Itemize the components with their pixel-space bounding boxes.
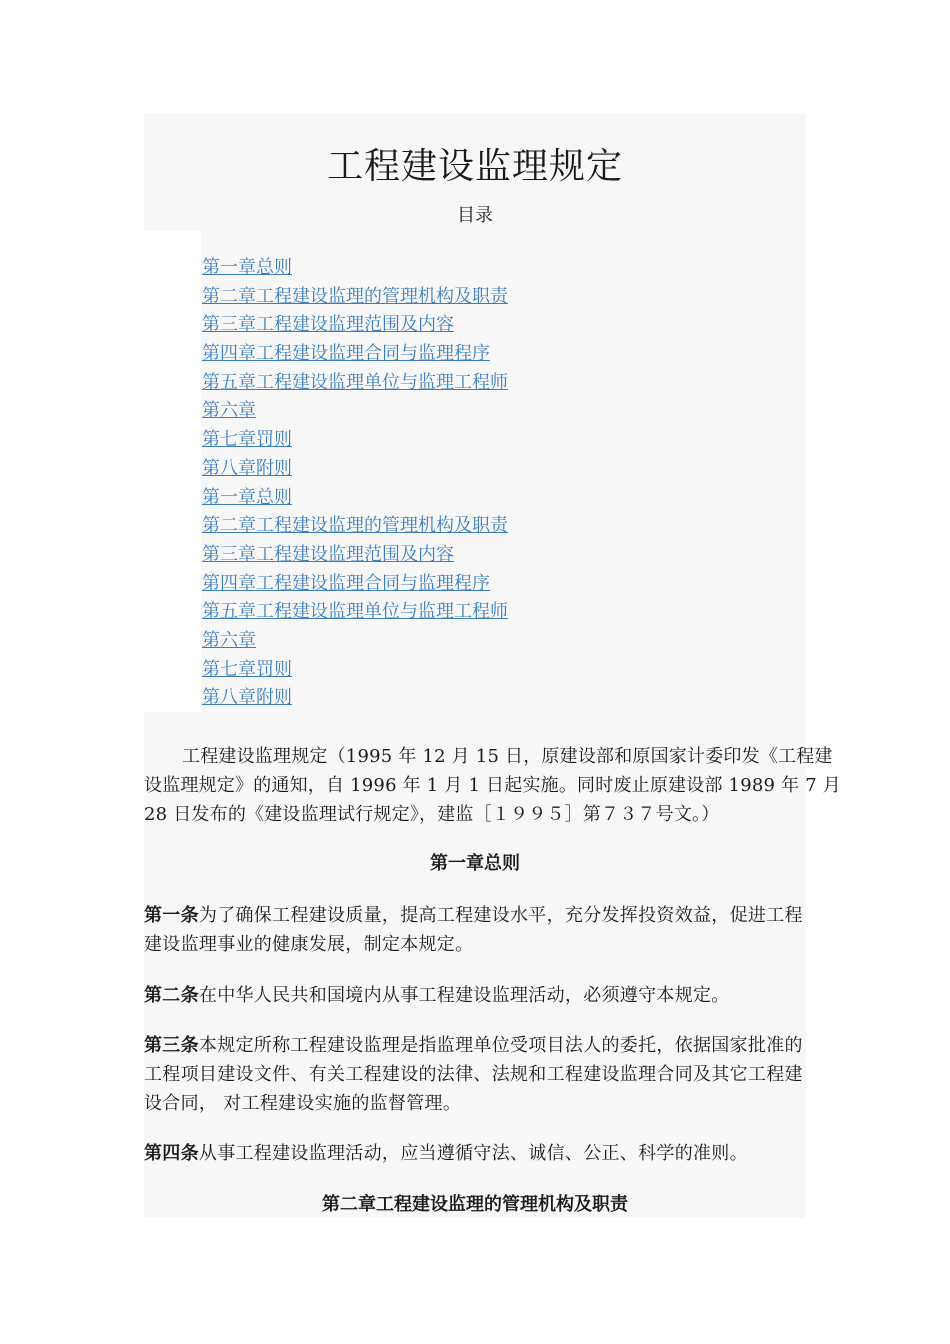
toc-item	[202, 455, 508, 484]
toc-link[interactable]: 第八章附则	[202, 687, 292, 709]
article-label: 第二条	[144, 985, 199, 1006]
toc-link[interactable]: 第三章工程建设监理范围及内容	[202, 543, 454, 565]
article-label: 第四条	[144, 1143, 199, 1164]
toc-item	[202, 397, 508, 426]
toc-item	[202, 369, 508, 398]
article-paragraph	[144, 1031, 808, 1118]
toc-item	[202, 340, 508, 369]
toc-item	[202, 570, 508, 599]
toc-item	[202, 656, 508, 685]
toc-item	[202, 512, 508, 541]
article-text: 从事工程建设监理活动，应当遵循守法、诚信、公正、科学的准则。	[198, 1143, 748, 1164]
toc-link[interactable]: 第三章工程建设监理范围及内容	[202, 314, 454, 336]
chapter-heading: 第一章总则	[430, 853, 520, 874]
toc-link[interactable]: 第六章	[202, 400, 256, 422]
toc-link[interactable]: 第二章工程建设监理的管理机构及职责	[202, 515, 508, 537]
toc-item	[202, 426, 508, 455]
toc-link[interactable]: 第四章工程建设监理合同与监理程序	[202, 572, 490, 594]
article-text: 在中华人民共和国境内从事工程建设监理活动，必须遵守本规定。	[198, 985, 730, 1006]
toc-item	[202, 254, 508, 283]
toc-item	[202, 484, 508, 513]
toc-heading: 目录	[457, 205, 493, 226]
table-of-contents	[202, 254, 508, 713]
toc-item	[202, 598, 508, 627]
article-paragraph	[144, 981, 808, 1010]
chapter-heading: 第二章工程建设监理的管理机构及职责	[322, 1194, 628, 1215]
toc-link[interactable]: 第五章工程建设监理单位与监理工程师	[202, 371, 508, 393]
toc-link[interactable]: 第一章总则	[202, 257, 292, 278]
article-label: 第三条	[144, 1035, 199, 1056]
toc-item	[202, 283, 508, 312]
toc-item	[202, 541, 508, 570]
article-paragraph	[144, 1139, 808, 1168]
toc-link[interactable]: 第二章工程建设监理的管理机构及职责	[202, 285, 508, 307]
toc-item	[202, 684, 508, 713]
toc-link[interactable]: 第一章总则	[202, 486, 292, 508]
toc-item	[202, 311, 508, 340]
article-text: 本规定所称工程建设监理是指监理单位受项目法人的委托，依据国家批准的工程项目建设文件、有关工程建设的法律、法规和工程建设监理合同及其它工程建设合同， 对工程建设实施的监督管理。	[144, 1035, 803, 1114]
toc-link[interactable]: 第七章罚则	[202, 658, 292, 680]
toc-link[interactable]: 第五章工程建设监理单位与监理工程师	[202, 601, 508, 623]
toc-link[interactable]: 第六章	[202, 629, 256, 651]
intro-paragraph: 工程建设监理规定（1995 年 12 月 15 日，原建设部和原国家计委印发《工程建设监理规定》的通知，自 1996 年 1 月 1 日起实施。同时废止原建设部 1989 年 7 月 28 日发布的《建设监理试行规定》，建监［１９９５］第７３７号文。）	[144, 746, 841, 825]
toc-link[interactable]: 第四章工程建设监理合同与监理程序	[202, 343, 490, 365]
article-label: 第一条	[144, 905, 199, 926]
toc-item	[202, 627, 508, 656]
document-title: 工程建设监理规定	[326, 146, 623, 188]
toc-link[interactable]: 第七章罚则	[202, 429, 292, 451]
article-paragraph	[144, 901, 808, 959]
article-text: 为了确保工程建设质量，提高工程建设水平，充分发挥投资效益，促进工程建设监理事业的健康发展，制定本规定。	[144, 905, 803, 955]
toc-margin	[144, 230, 201, 712]
toc-link[interactable]: 第八章附则	[202, 457, 292, 479]
